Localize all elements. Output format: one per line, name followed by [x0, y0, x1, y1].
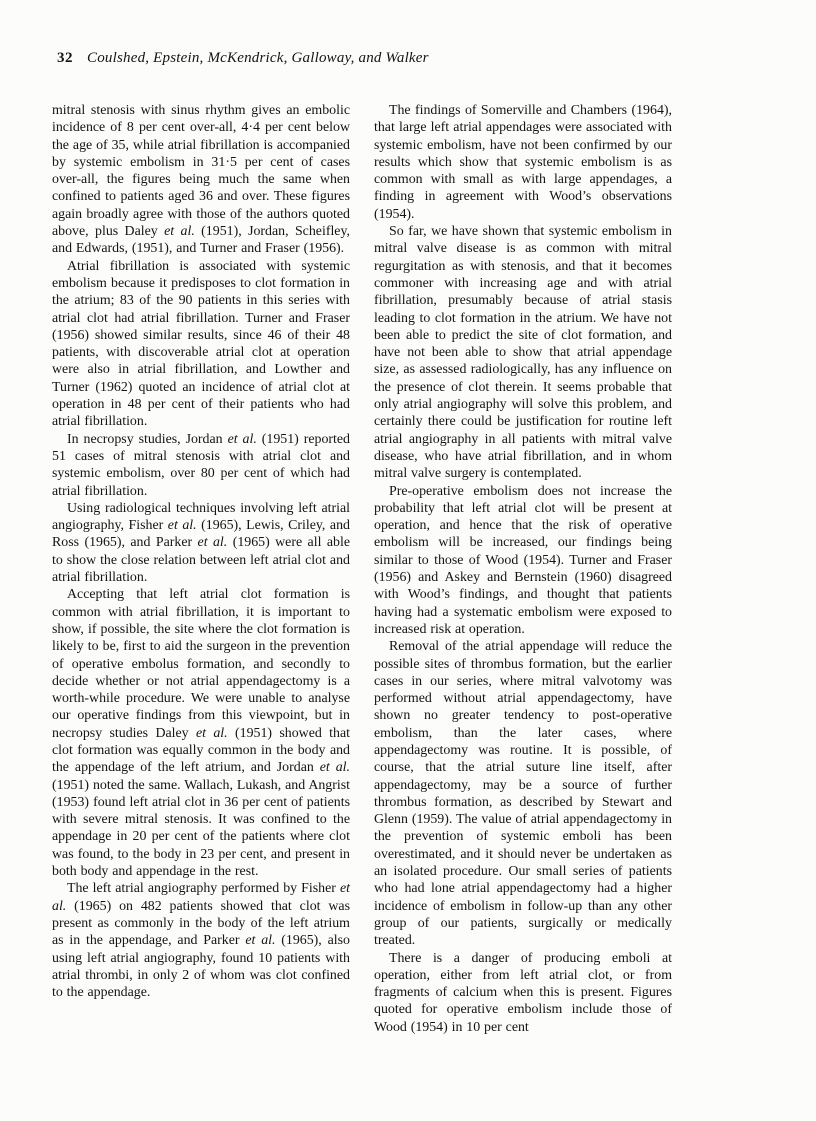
paragraph: In necropsy studies, Jordan et al. (1951) reported 51 cases of mitral stenosis with atrial clot and systemic embolism, over 80 per cent of which had atrial fibrillation.: [52, 431, 350, 499]
paragraph: Atrial fibrillation is associated with systemic embolism because it predisposes to clot formation in the atrium; 83 of the 90 patients in this series with atrial clot had atrial fibrillation. Turner and Fraser (1956) showed similar results, since 46 of their 48 patients, with discoverable atrial clot at operation were also in atrial fibrillation, and Lowther and Turner (1962) quoted an incidence of atrial clot at operation in 48 per cent of their patients who had atrial fibrillation.: [52, 258, 350, 430]
running-header: [52, 50, 672, 66]
right-column: [374, 102, 672, 1036]
paragraph: Accepting that left atrial clot formation is common with atrial fibrillation, it is important to show, if possible, the site where the clot formation is likely to be, first to aid the surgeon in the prevention of operative embolus formation, and secondly to decide whether or not atrial appendagectomy is a worth-while procedure. We were unable to analyse our operative findings from this viewpoint, but in necropsy studies Daley et al. (1951) showed that clot formation was equally common in the body and the appendage of the left atrium, and Jordan et al. (1951) noted the same. Wallach, Lukash, and Angrist (1953) found left atrial clot in 36 per cent of patients with severe mitral stenosis. It was confined to the appendage in 20 per cent of the patients where clot was found, to the body in 23 per cent, and present in both body and appendage in the rest.: [52, 587, 351, 880]
two-column-text: [52, 102, 672, 1036]
paragraph: Using radiological techniques involving left atrial angiography, Fisher et al. (1965), Lewis, Criley, and Ross (1965), and Parker et al. (1965) were all able to show the close relation between left atrial clot and atrial fibrillation.: [52, 500, 350, 586]
running-head-authors: Coulshed, Epstein, McKendrick, Galloway, and Walker: [87, 50, 429, 66]
paragraph: Pre-operative embolism does not increase the probability that left atrial clot will be present at operation, and hence that the risk of operative embolism will be increased, our findings being similar to those of Wood (1954). Turner and Fraser (1956) and Askey and Bernstein (1960) disagreed with Wood’s findings, and thought that patients having had a systematic embolism were exposed to increased risk at operation.: [374, 483, 672, 637]
paragraph: The findings of Somerville and Chambers (1964), that large left atrial appendages were associated with systemic embolism, have not been confirmed by our results which show that systemic embolism is as common with small as with large appendages, a finding in agreement with Wood’s observations (1954).: [374, 103, 672, 222]
paragraph: So far, we have shown that systemic embolism in mitral valve disease is as common with mitral regurgitation as with stenosis, and that it becomes commoner with increasing age and with atrial fibrillation, presumably because of atrial stasis leading to clot formation in the atrium. We have not been able to predict the site of clot formation, and have not been able to show that atrial appendage size, as assessed radiologically, has any influence on the presence of clot therein. It seems probable that only atrial angiography will solve this problem, and certainly there could be justification for routine left atrial angiography in all patients with mitral valve disease, who have atrial fibrillation, and in whom mitral valve surgery is contemplated.: [374, 224, 672, 482]
paragraph: Removal of the atrial appendage will reduce the possible sites of thrombus formation, but the earlier cases in our series, where mitral valvotomy was performed without atrial appendagectomy, have shown no greater tendency to post-operative embolism, than the later cases, where appendagectomy was routine. It is possible, of course, that the atrial suture line itself, after appendagectomy, may be a source of further thrombus formation, as described by Stewart and Glenn (1959). The value of atrial appendagectomy in the prevention of systemic emboli has been overestimated, and it should never be undertaken as an isolated procedure. Our small series of patients who had lone atrial appendagectomy had a higher incidence of embolism in follow-up than any other group of our patients, surgically or medically treated.: [374, 639, 673, 949]
paragraph: The left atrial angiography performed by Fisher et al. (1965) on 482 patients showed that clot was present as commonly in the body of the left atrium as in the appendage, and Parker et al. (1965), also using left atrial angiography, found 10 patients with atrial thrombi, in only 2 of whom was clot confined to the appendage.: [52, 881, 350, 1001]
page-number: 32: [57, 50, 73, 66]
paragraph: mitral stenosis with sinus rhythm gives an embolic incidence of 8 per cent over-all, 4·4 per cent below the age of 35, while atrial fibrillation is accompanied by systemic embolism in 31·5 per cent of cases over-all, the figures being much the same when confined to patients aged 36 and over. These figures again broadly agree with those of the authors quoted above, plus Daley et al. (1951), Jordan, Scheifley, and Edwards, (1951), and Turner and Fraser (1956).: [52, 103, 350, 257]
left-column: [52, 102, 350, 1036]
paragraph: There is a danger of producing emboli at operation, either from left atrial clot, or from fragments of calcium when this is present. Figures quoted for operative embolism include those of Wood (1954) in 10 per cent: [374, 950, 672, 1035]
